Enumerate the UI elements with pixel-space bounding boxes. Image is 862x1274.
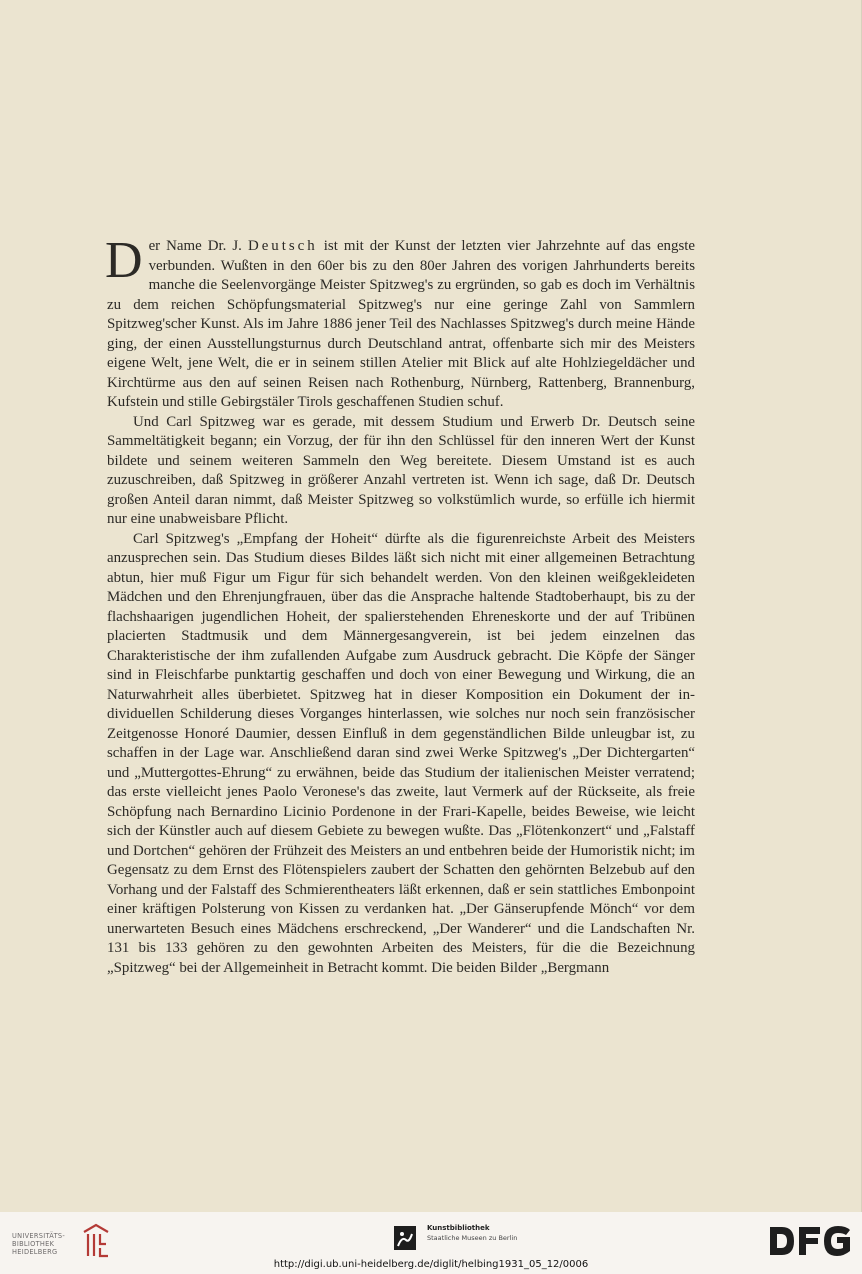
kunstbibliothek-logo[interactable]	[394, 1224, 574, 1254]
ub-heidelberg-icon	[80, 1222, 110, 1258]
source-url[interactable]: http://digi.ub.uni-heidelberg.de/diglit/helbing1931_05_12/0006	[273, 1259, 589, 1270]
paragraph-1-start: er Name Dr. J.	[148, 238, 248, 254]
paragraph-1-rest: ist mit der Kunst der letzten vier Jahrzehnte auf das engste verbunden. Wußten in den 60er bis zu den 80er Jahren des vorigen Jahrhunderts bereits manche die Seelenvorgänge Meister Spitzweg's zu ergründen, so gab es doch im Verhältnis zu dem reichen Schöpfungsmaterial Spitzweg's nur eine geringe Zahl von Sammlern Spitzweg'scher Kunst. Als im Jahre 1886 jener Teil des Nachlasses Spitzweg's durch meine Hände ging, der einen Ausstellungsturnus durch Deutschland antrat, offenbarte sich mir des Meisters eigene Welt, jene Welt, die er in seinem stillen Atelier mit Blick auf alte Hohlziegeldächer und Kirchtürme aus den auf seinen Reisen nach Rothenburg, Nürnberg, Rattenberg, Brannenburg, Kufstein und stille Gebirgstäler Tirols geschaffenen Studien schuf.	[107, 238, 695, 410]
kunstbibliothek-subtitle: Staatliche Museen zu Berlin	[427, 1234, 518, 1242]
paragraph-1	[105, 232, 695, 413]
dfg-logo[interactable]	[768, 1225, 852, 1257]
kunstbibliothek-name: Kunstbibliothek	[427, 1224, 490, 1232]
kunstbibliothek-icon	[394, 1226, 416, 1250]
article-text	[105, 232, 696, 978]
paragraph-3: Carl Spitzweg's „Empfang der Hoheit“ dürfte als die figurenreichste Arbeit des Meisters anzusprechen sein. Das Studium dieses Bildes läßt sich nicht mit einer allgemeinen Betrachtung abtun, hier muß Figur um Figur für sich behandelt werden. Von den kleinen weißgekleideten Mädchen und den Ehrenjungfrauen, über das die Ansprache haltende Stadtoberhaupt, bis zu der flachshaarigen jugendlichen Hoheit, der spalierstehenden Ehreneskorte und der auf Tribünen placierten Stadtmusik und dem Männergesangverein, ist bei jedem einzelnen das Charakteristische der ihm zufallenden Aufgabe zum Ausdruck gebracht. Die Köpfe der Sänger sind in Fleischfarbe punktartig geschaffen und doch von einer Bewegung und Wirkung, die an Naturwahrheit alles überbietet. Spitzweg hat in dieser Komposition ein Dokument der individuellen Schilderung dieses Vorganges hinterlassen, wie solches nur noch sein französischer Zeitgenosse Honoré Daumier, dessen Einfluß in dem gegenständlichen Bilde unleugbar ist, zu schaffen in der Lage war. Anschließend daran sind zwei Werke Spitzweg's „Der Dichtergarten“ und „Muttergottes-Ehrung“ zu erwähnen, beide das Studium der italienischen Meister verratend; das erste vielleicht jenes Paolo Veronese's das zweite, laut Vermerk auf der Rückseite, als freie Schöpfung nach Bernardino Licinio Pordenone in der Frari-Kapelle, beides Beweise, wie leicht sich der Künstler auch auf diesem Gebiete zu bewegen wußte. Das „Flötenkonzert“ und „Falstaff und Dortchen“ gehören der Frühzeit des Meisters an und entbehren beide der Humoristik nicht; im Gegensatz zu dem Ernst des Flötenspielers zaubert der Schatten den gehörnten Belzebub auf den Vorhang und der Falstaff des Schmierentheaters läßt erkennen, daß er sein stattliches Embonpoint einer kräftigen Polsterung von Kissen zu verdanken hat. „Der Gänserupfende Mönch“ vor dem unerwarteten Besuch eines Mädchens erschreckend, „Der Wanderer“ und die Landschaften Nr. 131 bis 133 gehören zu den gewohnten Arbeiten des Meisters, für die die Bezeichnung „Spitzweg“ bei der Allgemeinheit in Betracht kommt. Die beiden Bilder „Bergmann	[107, 530, 696, 976]
paragraph-2: Und Carl Spitzweg war es gerade, mit dessem Studium und Erwerb Dr. Deutsch seine Sammeltätigkeit begann; ein Vorzug, der für ihn den Schlüssel für den inneren Wert der Kunst bildete und seinem weiteren Sammeln den Weg bereitete. Diesem Umstand ist es auch zuzuschreiben, daß Spitzweg in größerer Anzahl vertreten ist. Wenn ich sage, daß Dr. Deutsch großen Anteil daran nimmt, daß Meister Spitzweg so volkstümlich wurde, so erfülle ich hiermit nur eine unabweisbare Pflicht.	[107, 413, 695, 527]
ub-heidelberg-label: UNIVERSITÄTS- BIBLIOTHEK HEIDELBERG	[12, 1232, 66, 1256]
ub-heidelberg-logo[interactable]	[12, 1222, 112, 1258]
collector-name: Deutsch	[247, 238, 318, 254]
drop-cap: D	[105, 232, 143, 289]
footer-bar	[0, 1212, 862, 1274]
